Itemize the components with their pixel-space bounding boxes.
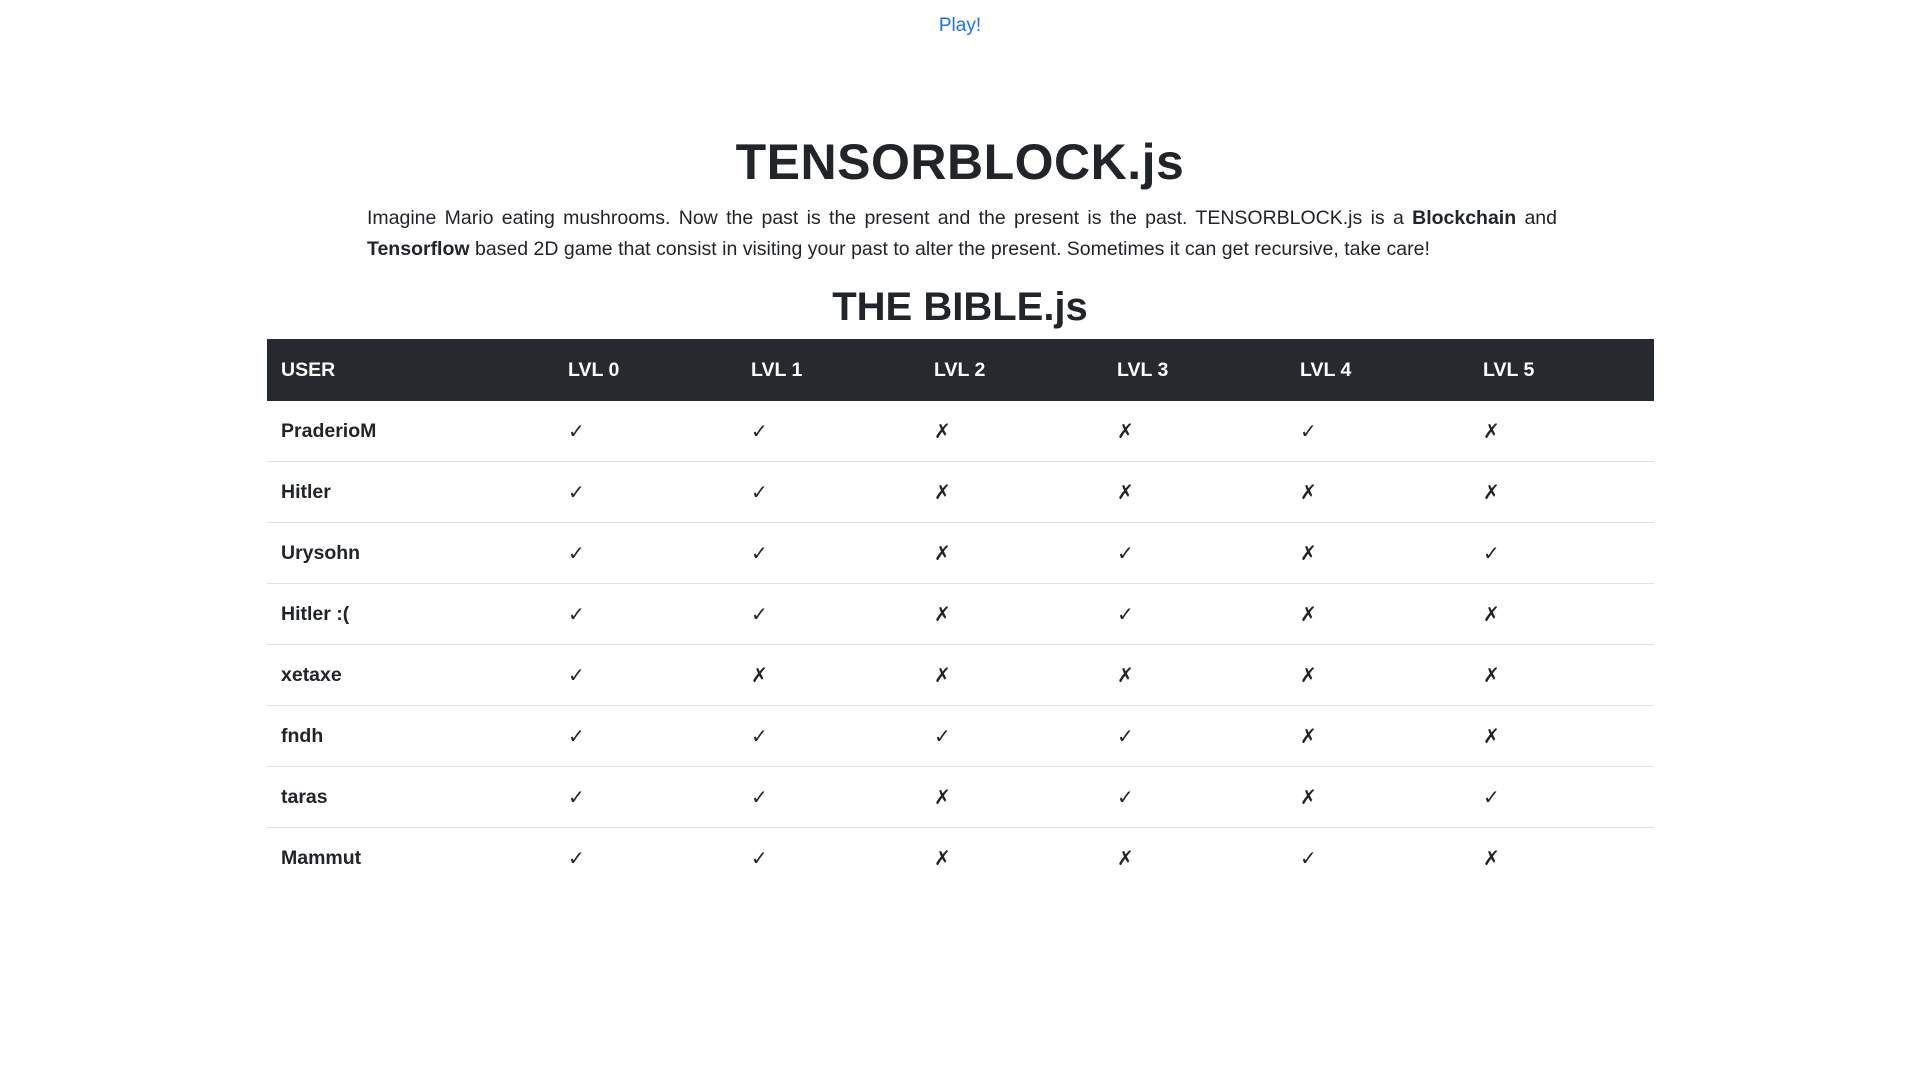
user-name-cell: taras [267, 767, 554, 828]
table-header [267, 339, 1654, 401]
play-link-container [0, 12, 1920, 40]
check-icon: ✓ [554, 645, 737, 706]
table-row [267, 645, 1654, 706]
column-header-user: USER [281, 358, 336, 381]
description-text-2: and [1516, 207, 1557, 229]
cross-icon: ✗ [1117, 420, 1134, 443]
cross-icon: ✗ [737, 645, 920, 706]
cross-icon: ✗ [1103, 828, 1286, 889]
column-header-lvl-4: LVL 4 [1300, 358, 1352, 381]
cross-icon: ✗ [920, 645, 1103, 706]
page-title: TENSORBLOCK.js [735, 134, 1185, 190]
table-body [267, 401, 1654, 888]
check-icon: ✓ [737, 462, 920, 523]
check-icon: ✓ [1103, 523, 1286, 584]
column-header-lvl-1: LVL 1 [751, 358, 803, 381]
check-icon: ✓ [554, 767, 737, 828]
cross-icon: ✗ [1483, 420, 1500, 443]
check-icon: ✓ [737, 706, 920, 767]
cross-icon: ✗ [920, 462, 1103, 523]
cross-icon: ✗ [1103, 645, 1286, 706]
check-icon: ✓ [554, 828, 737, 889]
cross-icon: ✗ [920, 767, 1103, 828]
game-description [367, 203, 1557, 265]
check-icon: ✓ [1286, 828, 1469, 889]
user-name-cell: Urysohn [267, 523, 554, 584]
cross-icon: ✗ [1286, 584, 1469, 645]
leaderboard-table [267, 339, 1654, 888]
cross-icon: ✗ [1286, 706, 1469, 767]
description-text-3: based 2D game that consist in visiting your past to alter the present. Sometimes it can get recursive, take care! [469, 238, 1430, 260]
description-text-1: Imagine Mario eating mushrooms. Now the past is the present and the present is the past. TENSORBLOCK.js is a [367, 207, 1413, 229]
check-icon: ✓ [554, 462, 737, 523]
table-row [267, 706, 1654, 767]
cross-icon: ✗ [920, 523, 1103, 584]
user-name-cell: xetaxe [267, 645, 554, 706]
cross-icon: ✗ [1469, 645, 1654, 706]
user-name-cell: Hitler :( [267, 584, 554, 645]
check-icon: ✓ [1103, 584, 1286, 645]
check-icon: ✓ [751, 420, 768, 443]
user-name-cell: PraderioM [281, 419, 377, 442]
leaderboard-title: THE BIBLE.js [832, 285, 1088, 329]
cross-icon: ✗ [1469, 462, 1654, 523]
cross-icon: ✗ [1286, 523, 1469, 584]
column-header-lvl-3: LVL 3 [1117, 358, 1169, 381]
check-icon: ✓ [1103, 767, 1286, 828]
table-row [267, 584, 1654, 645]
table-row [267, 523, 1654, 584]
check-icon: ✓ [737, 767, 920, 828]
column-header-lvl-0: LVL 0 [568, 358, 620, 381]
check-icon: ✓ [554, 523, 737, 584]
cross-icon: ✗ [1469, 706, 1654, 767]
check-icon: ✓ [737, 584, 920, 645]
table-row [267, 828, 1654, 889]
cross-icon: ✗ [920, 828, 1103, 889]
table-header-row [267, 339, 1654, 401]
column-header-lvl-5: LVL 5 [1483, 358, 1535, 381]
cross-icon: ✗ [920, 584, 1103, 645]
check-icon: ✓ [554, 584, 737, 645]
cross-icon: ✗ [1469, 584, 1654, 645]
cross-icon: ✗ [1469, 828, 1654, 889]
check-icon: ✓ [568, 420, 585, 443]
description-bold-tensorflow: Tensorflow [367, 238, 470, 260]
check-icon: ✓ [1103, 706, 1286, 767]
check-icon: ✓ [920, 706, 1103, 767]
cross-icon: ✗ [1286, 462, 1469, 523]
table-row [267, 401, 1654, 462]
user-name-cell: Mammut [267, 828, 554, 889]
cross-icon: ✗ [1286, 767, 1469, 828]
table-row [267, 462, 1654, 523]
check-icon: ✓ [1300, 420, 1317, 443]
column-header-lvl-2: LVL 2 [934, 358, 986, 381]
check-icon: ✓ [554, 706, 737, 767]
check-icon: ✓ [737, 523, 920, 584]
user-name-cell: Hitler [267, 462, 554, 523]
cross-icon: ✗ [1286, 645, 1469, 706]
cross-icon: ✗ [1103, 462, 1286, 523]
check-icon: ✓ [737, 828, 920, 889]
user-name-cell: fndh [267, 706, 554, 767]
check-icon: ✓ [1469, 767, 1654, 828]
cross-icon: ✗ [934, 420, 951, 443]
check-icon: ✓ [1469, 523, 1654, 584]
description-bold-blockchain: Blockchain [1412, 207, 1517, 229]
table-row [267, 767, 1654, 828]
play-link[interactable]: Play! [938, 15, 982, 36]
